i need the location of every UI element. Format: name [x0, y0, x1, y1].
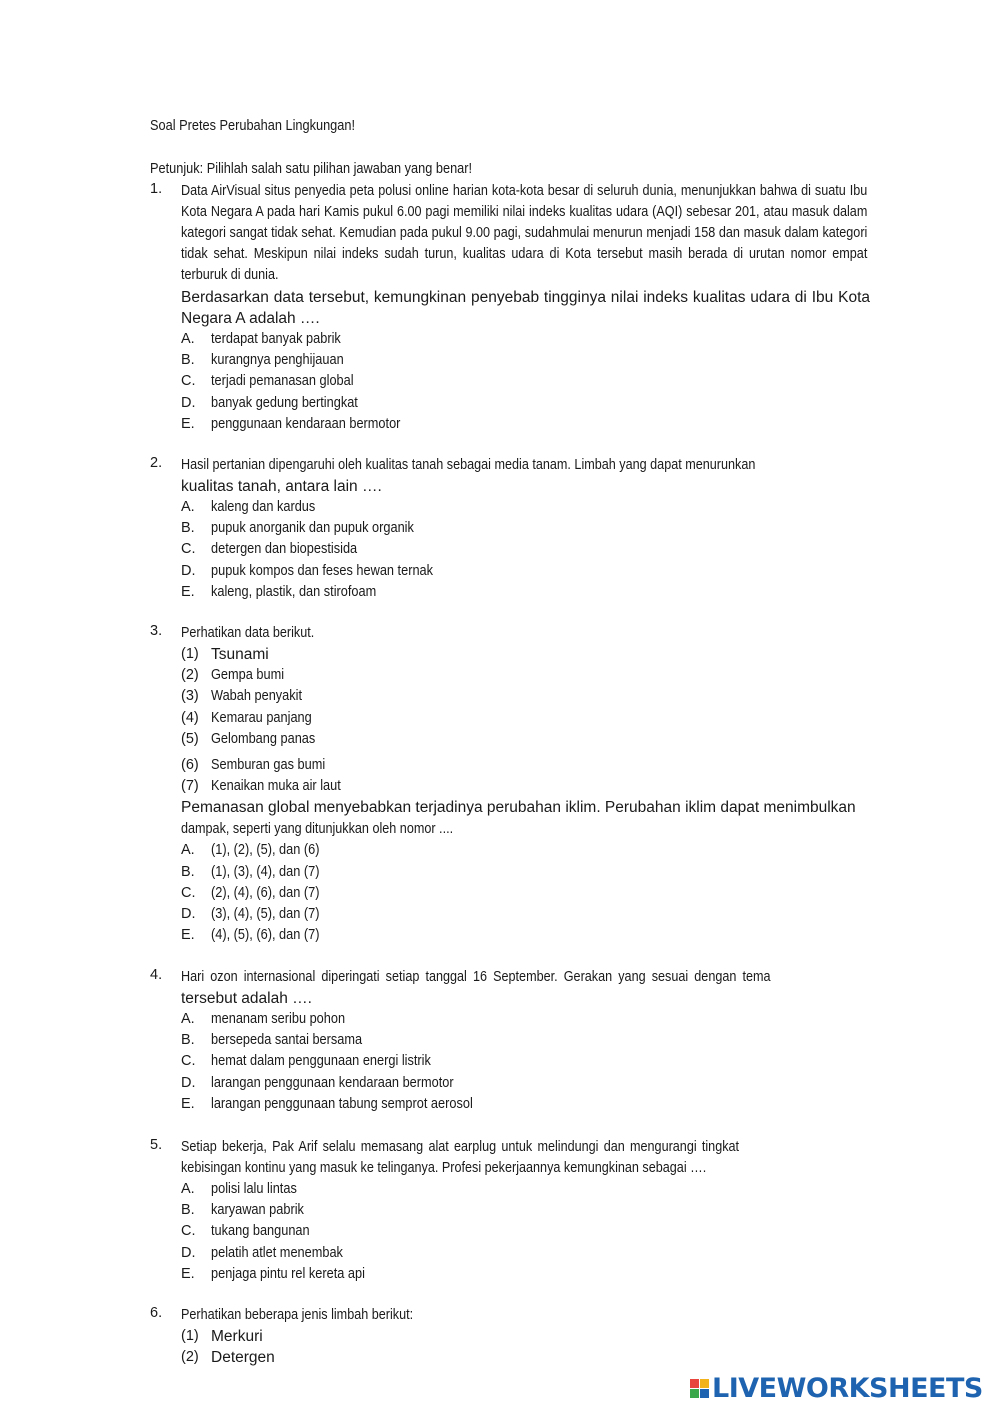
question-prompt: Setiap bekerja, Pak Arif selalu memasang alat earplug untuk melindungi dan mengurangi tingkat kebisingan kontinu yang masuk ke telinganya. Profesi pekerjaannya kemungkinan sebagai …. [181, 1139, 740, 1176]
data-item: (2) Gempa bumi [181, 667, 285, 684]
logo-square [700, 1389, 709, 1398]
option-e[interactable]: E. (4), (5), (6), dan (7) [181, 927, 320, 944]
option-d[interactable]: D. larangan penggunaan kendaraan bermotor [181, 1074, 454, 1091]
logo-square [690, 1379, 699, 1388]
option-c[interactable]: C. terjadi pemanasan global [181, 373, 354, 390]
question-number: 1. [150, 181, 163, 197]
options-list [181, 840, 870, 946]
option-c[interactable]: C. tukang bangunan [181, 1223, 310, 1240]
options-list [181, 1179, 870, 1285]
option-e[interactable]: E. larangan penggunaan tabung semprot aerosol [181, 1095, 473, 1112]
question-number: 5. [150, 1137, 163, 1153]
option-e[interactable]: E. penggunaan kendaraan bermotor [181, 415, 401, 432]
data-item: (1) Merkuri [181, 1328, 263, 1345]
option-b[interactable]: B. (1), (3), (4), dan (7) [181, 863, 320, 880]
question-prompt-main: Pemanasan global menyebabkan terjadinya perubahan iklim. Perubahan iklim dapat menimbulkan [181, 799, 856, 817]
question-prompt-cont: kualitas tanah, antara lain …. [181, 478, 382, 495]
option-a[interactable]: A. terdapat banyak pabrik [181, 331, 341, 347]
question-number: 2. [150, 455, 163, 471]
options-list [181, 497, 870, 603]
question-prompt: Perhatikan data berikut. [181, 625, 315, 641]
option-b[interactable]: B. bersepeda santai bersama [181, 1032, 363, 1049]
question-3 [150, 623, 870, 946]
question-6 [150, 1305, 870, 1368]
question-5 [150, 1137, 870, 1285]
question-4 [150, 967, 870, 1115]
logo-square [690, 1389, 699, 1398]
option-d[interactable]: D. pupuk kompos dan feses hewan ternak [181, 562, 434, 579]
options-list [181, 1009, 870, 1115]
logo-mark-icon [690, 1379, 709, 1398]
data-item: (7) Kenaikan muka air laut [181, 778, 341, 795]
option-d[interactable]: D. (3), (4), (5), dan (7) [181, 905, 320, 922]
data-items-list [181, 644, 870, 797]
question-number: 6. [150, 1305, 163, 1321]
option-c[interactable]: C. hemat dalam penggunaan energi listrik [181, 1053, 431, 1070]
data-item: (4) Kemarau panjang [181, 709, 312, 726]
liveworksheets-logo[interactable] [690, 1372, 983, 1404]
option-e[interactable]: E. penjaga pintu rel kereta api [181, 1265, 365, 1282]
option-e[interactable]: E. kaleng, plastik, dan stirofoam [181, 583, 377, 600]
logo-square [700, 1379, 709, 1388]
option-b[interactable]: B. kurangnya penghijauan [181, 352, 344, 369]
option-d[interactable]: D. banyak gedung bertingkat [181, 394, 358, 411]
passage-text: Data AirVisual situs penyedia peta polusi online harian kota-kota besar di seluruh dunia, menunjukkan bahwa di suatu Ibu Kota Negara A pada hari Kamis pukul 6.00 pagi memiliki nilai indeks kualitas udara (AQI) sebesar 201, atau masuk dalam kategori sangat tidak sehat. Kemudian pada pukul 9.00 pagi, sudahmulai menurun menjadi 158 dan masuk dalam kategori tidak sehat. Meskipun nilai indeks sudah turun, kualitas udara di Kota tersebut masih berada di urutan nomor empat terburuk di dunia. [181, 183, 868, 283]
data-item: (6) Semburan gas bumi [181, 756, 326, 773]
question-1 [150, 181, 870, 435]
data-item: (2) Detergen [181, 1349, 275, 1367]
option-a[interactable]: A. polisi lalu lintas [181, 1181, 297, 1197]
option-c[interactable]: C. detergen dan biopestisida [181, 541, 358, 558]
option-b[interactable]: B. karyawan pabrik [181, 1202, 304, 1219]
question-prompt-cont: tersebut adalah …. [181, 990, 312, 1007]
option-a[interactable]: A. kaleng dan kardus [181, 499, 316, 515]
data-items-list [181, 1326, 870, 1368]
question-prompt: Hasil pertanian dipengaruhi oleh kualitas tanah sebagai media tanam. Limbah yang dapat menurunkan [181, 457, 756, 473]
data-item: (1) Tsunami [181, 646, 269, 663]
option-c[interactable]: C. (2), (4), (6), dan (7) [181, 884, 320, 901]
data-item: (5) Gelombang panas [181, 730, 316, 747]
logo-text: LIVEWORKSHEETS [712, 1372, 983, 1404]
page-title: Soal Pretes Perubahan Lingkungan! [150, 118, 356, 134]
options-list [181, 329, 870, 435]
question-passage [181, 181, 870, 286]
question-prompt-cont: dampak, seperti yang ditunjukkan oleh nomor .... [181, 821, 454, 838]
option-d[interactable]: D. pelatih atlet menembak [181, 1244, 343, 1261]
question-prompt: Berdasarkan data tersebut, kemungkinan penyebab tingginya nilai indeks kualitas udara di Ibu Kota Negara A adalah …. [181, 289, 870, 327]
question-2 [150, 455, 870, 603]
option-a[interactable]: A. (1), (2), (5), dan (6) [181, 842, 320, 859]
option-b[interactable]: B. pupuk anorganik dan pupuk organik [181, 520, 414, 537]
question-prompt: Perhatikan beberapa jenis limbah berikut: [181, 1307, 414, 1323]
instruction-text: Petunjuk: Pilihlah salah satu pilihan jawaban yang benar! [150, 161, 473, 177]
question-number: 3. [150, 623, 163, 639]
data-item: (3) Wabah penyakit [181, 688, 303, 705]
question-prompt: Hari ozon internasional diperingati setiap tanggal 16 September. Gerakan yang sesuai dengan tema [181, 969, 771, 985]
question-number: 4. [150, 967, 163, 983]
option-a[interactable]: A. menanam seribu pohon [181, 1011, 346, 1027]
